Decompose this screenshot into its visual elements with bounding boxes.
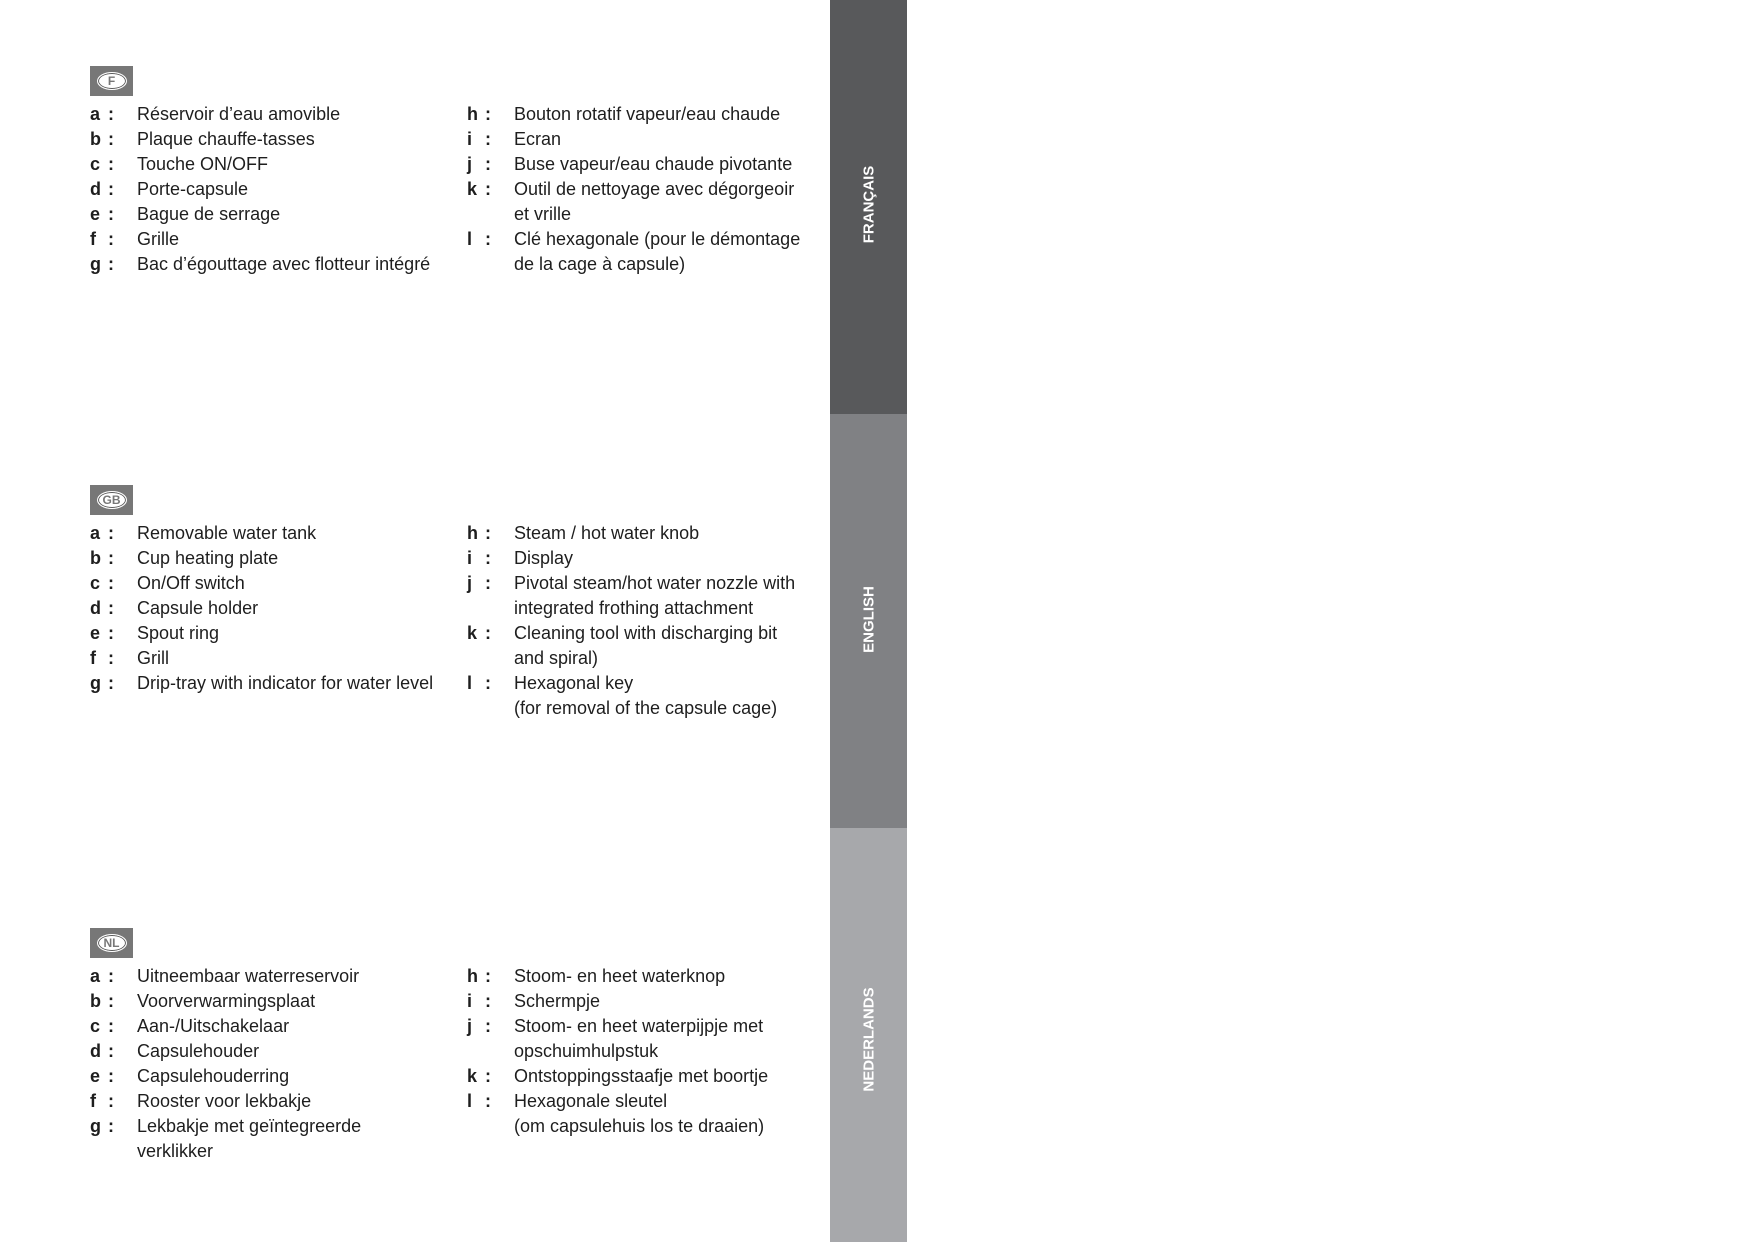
list-item: e : Bague de serrage	[90, 202, 440, 227]
language-tab-english	[830, 414, 907, 828]
item-letter: l	[467, 1091, 473, 1111]
item-text: Bouton rotatif vapeur/eau chaude	[514, 104, 781, 124]
item-letter: l	[467, 673, 473, 693]
item-letter: d	[90, 179, 101, 199]
item-text: Display	[514, 548, 574, 568]
parts-list	[90, 102, 810, 342]
item-letter: k	[467, 179, 478, 199]
list-item: c : Touche ON/OFF	[90, 152, 440, 177]
item-text: Capsule holder	[137, 598, 259, 618]
item-text: Buse vapeur/eau chaude pivotante	[514, 154, 793, 174]
item-letter: h	[467, 104, 478, 124]
list-item: h : Stoom- en heet waterknop	[467, 964, 817, 989]
section-francais	[90, 66, 810, 342]
list-item: g : Drip-tray with indicator for water level	[90, 671, 440, 696]
item-text: Hexagonal key (for removal of the capsule cage)	[514, 673, 778, 718]
list-item: g : Bac d’égouttage avec flotteur intégré	[90, 252, 440, 277]
item-letter: g	[90, 254, 101, 274]
item-text: Aan-/Uitschakelaar	[137, 1016, 290, 1036]
item-letter: a	[90, 523, 101, 543]
list-item: e : Capsulehouderring	[90, 1064, 440, 1089]
item-text: Bac d’égouttage avec flotteur intégré	[137, 254, 431, 274]
list-item: b : Cup heating plate	[90, 546, 440, 571]
language-badge-label: NL	[97, 934, 127, 952]
item-letter: f	[90, 1091, 96, 1111]
item-letter: d	[90, 1041, 101, 1061]
item-letter: h	[467, 966, 478, 986]
language-badge-f	[90, 66, 133, 96]
list-item: f : Rooster voor lekbakje	[90, 1089, 440, 1114]
item-letter: k	[467, 623, 478, 643]
list-item: a : Réservoir d’eau amovible	[90, 102, 440, 127]
item-text: Stoom- en heet waterpijpje met opschuimhulpstuk	[514, 1016, 764, 1061]
item-letter: g	[90, 673, 101, 693]
parts-list-left	[90, 964, 440, 1164]
list-item: i : Schermpje	[467, 989, 817, 1014]
list-item: j : Pivotal steam/hot water nozzle with integrated frothing attachment	[467, 571, 817, 621]
parts-list-right	[467, 102, 817, 277]
item-text: On/Off switch	[137, 573, 245, 593]
item-letter: i	[467, 129, 473, 149]
item-text: Schermpje	[514, 991, 601, 1011]
item-text: Drip-tray with indicator for water level	[137, 673, 434, 693]
item-letter: a	[90, 966, 101, 986]
item-letter: f	[90, 229, 96, 249]
item-text: Outil de nettoyage avec dégorgeoir et vrille	[514, 179, 795, 224]
item-text: Porte-capsule	[137, 179, 249, 199]
item-text: Grill	[137, 648, 169, 668]
section-nederlands	[90, 928, 810, 1204]
list-item: i : Ecran	[467, 127, 817, 152]
item-text: Grille	[137, 229, 180, 249]
item-text: Capsulehouderring	[137, 1066, 290, 1086]
language-tab-francais	[830, 0, 907, 414]
list-item: k : Ontstoppingsstaafje met boortje	[467, 1064, 817, 1089]
item-text: Capsulehouder	[137, 1041, 260, 1061]
item-letter: b	[90, 129, 101, 149]
item-letter: e	[90, 623, 101, 643]
list-item: a : Removable water tank	[90, 521, 440, 546]
list-item: j : Buse vapeur/eau chaude pivotante	[467, 152, 817, 177]
list-item: a : Uitneembaar waterreservoir	[90, 964, 440, 989]
parts-list-left	[90, 102, 440, 277]
language-tab-label: ENGLISH	[860, 586, 877, 653]
item-letter: k	[467, 1066, 478, 1086]
list-item: k : Outil de nettoyage avec dégorgeoir et vrille	[467, 177, 817, 227]
item-text: Steam / hot water knob	[514, 523, 700, 543]
list-item: l : Hexagonale sleutel (om capsulehuis los te draaien)	[467, 1089, 817, 1139]
item-text: Ontstoppingsstaafje met boortje	[514, 1066, 769, 1086]
language-badge-label: GB	[97, 491, 127, 509]
item-text: Cleaning tool with discharging bit and spiral)	[514, 623, 778, 668]
list-item: e : Spout ring	[90, 621, 440, 646]
list-item: b : Voorverwarmingsplaat	[90, 989, 440, 1014]
item-letter: j	[467, 154, 473, 174]
item-letter: b	[90, 991, 101, 1011]
language-tab-label: FRANÇAIS	[860, 165, 877, 244]
item-letter: h	[467, 523, 478, 543]
language-tab-label: NEDERLANDS	[860, 987, 877, 1092]
language-badge-nl	[90, 928, 133, 958]
list-item: k : Cleaning tool with discharging bit and spiral)	[467, 621, 817, 671]
item-text: Plaque chauffe-tasses	[137, 129, 315, 149]
item-text: Voorverwarmingsplaat	[137, 991, 316, 1011]
section-english	[90, 485, 810, 761]
parts-list	[90, 964, 810, 1204]
item-text: Spout ring	[137, 623, 220, 643]
item-letter: j	[467, 1016, 473, 1036]
list-item: l : Clé hexagonale (pour le démontage de la cage à capsule)	[467, 227, 817, 277]
parts-list-right	[467, 964, 817, 1139]
item-text: Touche ON/OFF	[137, 154, 269, 174]
list-item: b : Plaque chauffe-tasses	[90, 127, 440, 152]
parts-list-left	[90, 521, 440, 696]
item-letter: i	[467, 991, 473, 1011]
parts-list-right	[467, 521, 817, 721]
item-letter: d	[90, 598, 101, 618]
item-text: Cup heating plate	[137, 548, 279, 568]
item-text: Lekbakje met geïntegreerde verklikker	[137, 1116, 362, 1161]
item-letter: g	[90, 1116, 101, 1136]
item-text: Bague de serrage	[137, 204, 281, 224]
list-item: c : On/Off switch	[90, 571, 440, 596]
list-item: d : Porte-capsule	[90, 177, 440, 202]
language-badge-gb	[90, 485, 133, 515]
list-item: f : Grille	[90, 227, 440, 252]
list-item: j : Stoom- en heet waterpijpje met opschuimhulpstuk	[467, 1014, 817, 1064]
item-letter: i	[467, 548, 473, 568]
item-letter: e	[90, 204, 101, 224]
item-text: Removable water tank	[137, 523, 317, 543]
item-letter: a	[90, 104, 101, 124]
item-text: Ecran	[514, 129, 562, 149]
item-text: Clé hexagonale (pour le démontage de la cage à capsule)	[514, 229, 801, 274]
item-text: Hexagonale sleutel (om capsulehuis los te draaien)	[514, 1091, 765, 1136]
list-item: c : Aan-/Uitschakelaar	[90, 1014, 440, 1039]
language-badge-label: F	[97, 72, 127, 90]
item-letter: f	[90, 648, 96, 668]
item-letter: b	[90, 548, 101, 568]
item-text: Uitneembaar waterreservoir	[137, 966, 360, 986]
list-item: g : Lekbakje met geïntegreerde verklikker	[90, 1114, 440, 1164]
item-text: Réservoir d’eau amovible	[137, 104, 341, 124]
item-letter: c	[90, 1016, 101, 1036]
list-item: h : Steam / hot water knob	[467, 521, 817, 546]
parts-list	[90, 521, 810, 761]
language-tab-nederlands	[830, 828, 907, 1242]
list-item: d : Capsule holder	[90, 596, 440, 621]
item-letter: l	[467, 229, 473, 249]
list-item: h : Bouton rotatif vapeur/eau chaude	[467, 102, 817, 127]
list-item: l : Hexagonal key (for removal of the capsule cage)	[467, 671, 817, 721]
list-item: f : Grill	[90, 646, 440, 671]
item-letter: c	[90, 154, 101, 174]
item-letter: c	[90, 573, 101, 593]
item-text: Pivotal steam/hot water nozzle with integrated frothing attachment	[514, 573, 796, 618]
list-item: d : Capsulehouder	[90, 1039, 440, 1064]
item-text: Rooster voor lekbakje	[137, 1091, 312, 1111]
list-item: i : Display	[467, 546, 817, 571]
item-letter: e	[90, 1066, 101, 1086]
item-text: Stoom- en heet waterknop	[514, 966, 726, 986]
item-letter: j	[467, 573, 473, 593]
